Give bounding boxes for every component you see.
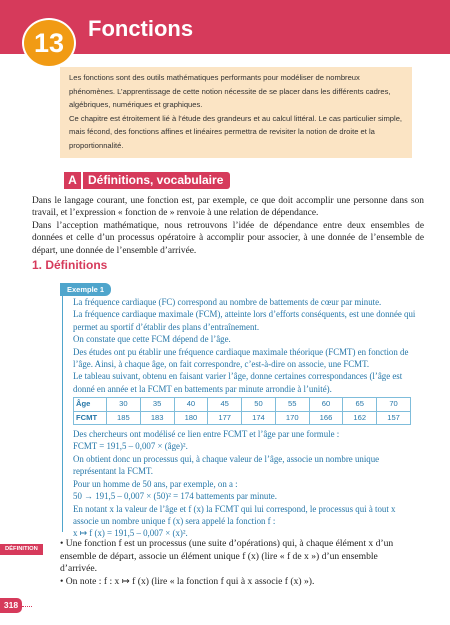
example-box: [62, 296, 417, 539]
example-paragraph: Le tableau suivant, obtenu en faisant varier l’âge, donne certaines correspondances (l’âge est donné en année et la FCMT en battements par minute arrondie à l’unité).: [73, 371, 403, 394]
example-paragraph: Pour un homme de 50 ans, par exemple, on a :: [73, 478, 238, 489]
table-header-age: Âge: [74, 398, 107, 411]
table-cell: 166: [309, 411, 343, 424]
definition-box: [60, 538, 416, 588]
table-cell: 185: [107, 411, 141, 424]
table-cell: 180: [174, 411, 208, 424]
intro-paragraph: Les fonctions sont des outils mathématiques performants pour modéliser de nombreux phénomènes. L’apprentissage de cette notion nécessite de se placer dans les différents cadres, algébriques, numériques et graphiques.: [69, 73, 391, 110]
definition-badge: DÉFINITION: [0, 544, 43, 555]
body-paragraph: Dans le langage courant, une fonction est, par exemple, ce que doit accomplir une personne dans son travail, et l’expression « fonction de » renvoie à une relation de dépendance.: [32, 196, 424, 219]
subsection-title: 1. Définitions: [32, 258, 108, 272]
table-cell: 70: [377, 398, 411, 411]
table-cell: 30: [107, 398, 141, 411]
chapter-title: Fonctions: [88, 16, 194, 41]
example-paragraph: On obtient donc un processus qui, à chaque valeur de l’âge, associe un nombre unique représentant la FCMT.: [73, 453, 380, 477]
section-title: Définitions, vocabulaire: [88, 173, 224, 187]
example-paragraph: Des chercheurs ont modélisé ce lien entre FCMT et l’âge par une formule :: [73, 429, 340, 440]
section-heading: [64, 172, 230, 189]
section-letter: A: [64, 172, 83, 189]
example-paragraph: Des études ont pu établir une fréquence cardiaque maximale théorique (FCMT) en fonction de l’âge. Ainsi, à chaque âge, on fait correspondre, c’est-à-dire on associe, une FCMT.: [73, 346, 409, 370]
definition-item: • Une fonction f est un processus (une suite d’opérations) qui, à chaque élément x d’un ensemble de départ, associe un élément unique f (x) (lire « f de x ») d’un ensemble d’arrivée.: [60, 538, 394, 575]
example-paragraph: La fréquence cardiaque maximale (FCM), atteinte lors d’efforts conséquents, est une donnée qui permet au sportif d’établir des plans d’entraînement.: [73, 309, 416, 332]
definition-item: • On note : f : x ↦ f (x) (lire « la fonction f qui à x associe f (x) »).: [60, 575, 315, 587]
table-cell: 162: [343, 411, 377, 424]
formula: 50 → 191,5 – 0,007 × (50)² = 174 battements par minute.: [73, 491, 277, 502]
page-number: 318: [0, 598, 22, 613]
table-row: [74, 411, 411, 424]
table-cell: 170: [275, 411, 309, 424]
example-badge: Exemple 1: [60, 283, 111, 296]
example-paragraph: On constate que cette FCM dépend de l’âge.: [73, 334, 231, 345]
table-cell: 45: [208, 398, 242, 411]
intro-paragraph: Ce chapitre est étroitement lié à l’étude des grandeurs et au calcul littéral. Le cas particulier simple, mais fécond, des fonctions affines et linéaires permettra de revisiter la notion de droite et la proportionnalité.: [69, 113, 403, 150]
table-header-fcmt: FCMT: [74, 411, 107, 424]
table-cell: 60: [309, 398, 343, 411]
formula: FCMT = 191,5 – 0,007 × (âge)².: [73, 441, 188, 452]
chapter-number: 13: [22, 18, 76, 68]
body-paragraph: Dans l’acception mathématique, nous retrouvons l’idée de dépendance entre deux ensembles de données et celle d’un processus opératoire à accomplir pour associer, à une donnée de l’ensemble de départ, une donnée de l’ensemble d’arrivée.: [32, 220, 424, 256]
table-cell: 55: [275, 398, 309, 411]
table-cell: 35: [140, 398, 174, 411]
table-cell: 183: [140, 411, 174, 424]
table-row: [74, 398, 411, 411]
formula: x ↦ f (x) = 191,5 – 0,007 × (x)².: [73, 528, 188, 539]
table-cell: 177: [208, 411, 242, 424]
table-cell: 174: [242, 411, 276, 424]
body-text: [32, 195, 424, 257]
table-cell: 50: [242, 398, 276, 411]
age-fcmt-table: [73, 397, 411, 425]
table-cell: 157: [377, 411, 411, 424]
table-cell: 65: [343, 398, 377, 411]
example-paragraph: La fréquence cardiaque (FC) correspond au nombre de battements de cœur par minute.: [73, 297, 382, 307]
intro-box: [60, 67, 412, 158]
table-cell: 40: [174, 398, 208, 411]
dotted-rule: [22, 606, 32, 607]
example-paragraph: En notant x la valeur de l’âge et f (x) la FCMT qui lui correspond, le processus qui à tout x associe un nombre unique f (x) sera appelé la fonction f :: [73, 503, 396, 526]
